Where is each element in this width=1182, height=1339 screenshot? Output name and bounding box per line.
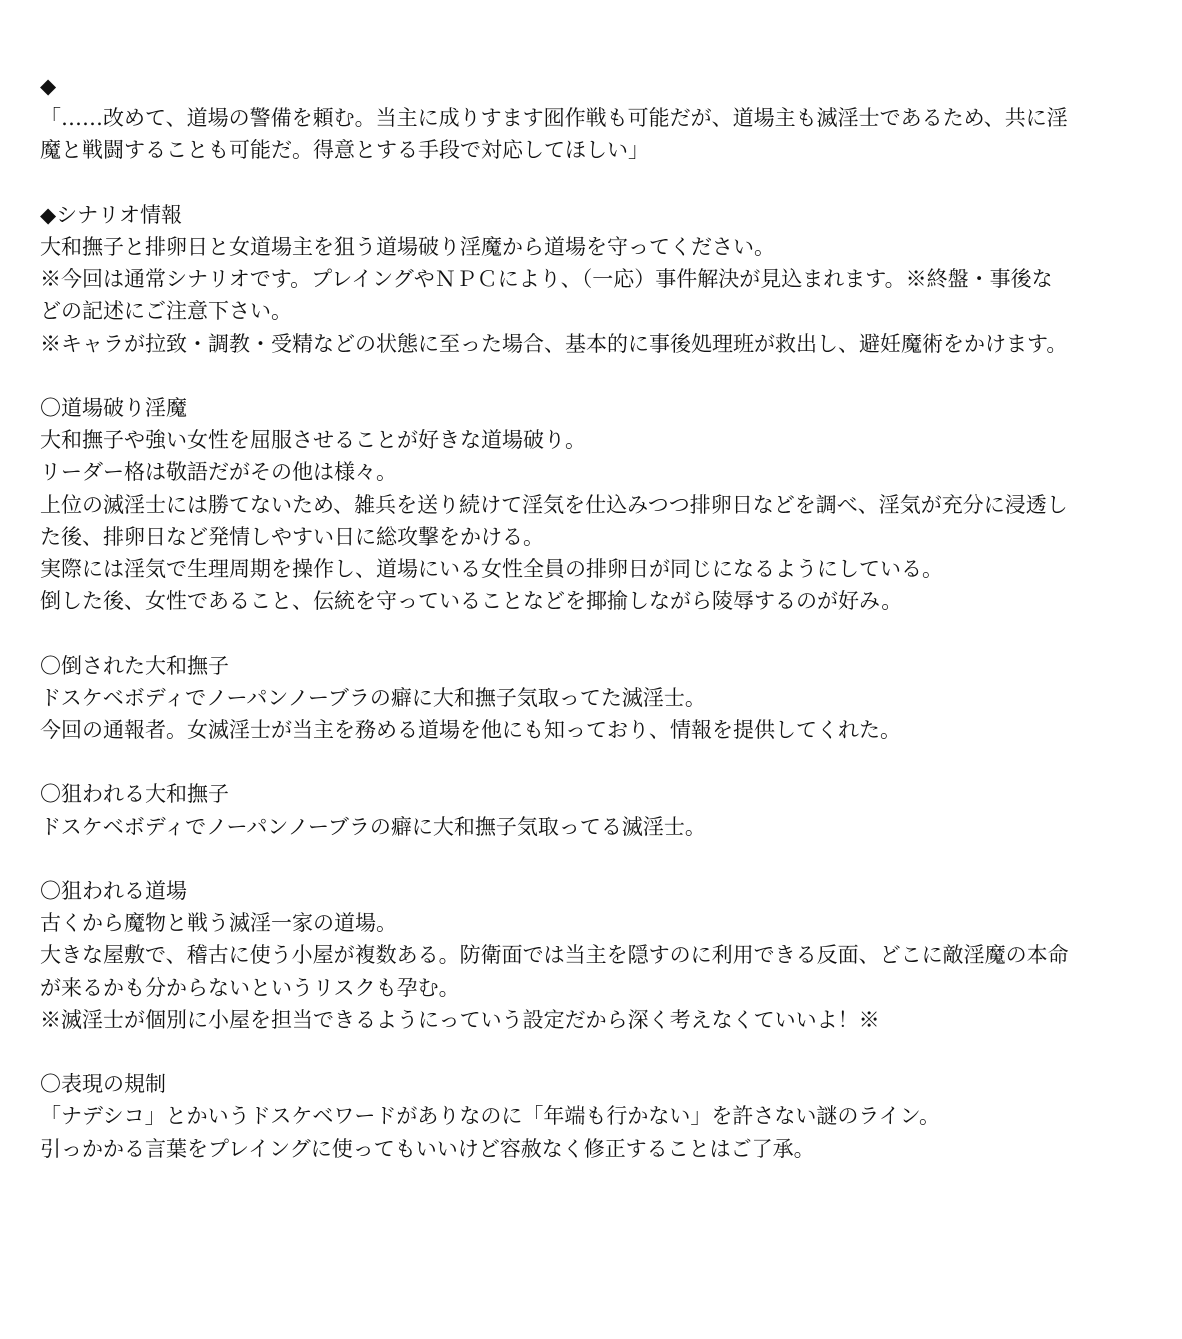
- paragraph-line: 引っかかる言葉をプレイングに使ってもいいけど容赦なく修正することはご了承。: [40, 1136, 815, 1161]
- paragraph-line: が来るかも分からないというリスクも孕む。: [40, 975, 460, 1000]
- section-heading: 〇倒された大和撫子: [40, 653, 229, 678]
- section-heading: ◆シナリオ情報: [40, 202, 182, 227]
- scenario-info-section: [40, 199, 1142, 360]
- paragraph-line: 古くから魔物と戦う滅淫一家の道場。: [40, 911, 397, 936]
- section-heading: 〇狙われる大和撫子: [40, 782, 229, 807]
- quote-line: 魔と戦闘することも可能だ。得意とする手段で対応してほしい」: [40, 138, 649, 163]
- expression-rules-section: [40, 1068, 1142, 1165]
- paragraph-line: ※滅淫士が個別に小屋を担当できるようにっていう設定だから深く考えなくていいよ！※: [40, 1007, 880, 1032]
- diamond-marker: ◆: [40, 74, 57, 98]
- paragraph-line: 大和撫子や強い女性を屈服させることが好きな道場破り。: [40, 428, 586, 453]
- quote-line: 「……改めて、道場の警備を頼む。当主に成りすます囮作戦も可能だが、道場主も滅淫士であるため、共に淫: [40, 106, 1068, 131]
- section-heading: 〇表現の規制: [40, 1072, 166, 1097]
- document-body: [40, 70, 1142, 1165]
- defeated-nadeshiko-section: [40, 650, 1142, 747]
- paragraph-line: ドスケベボディでノーパンノーブラの癖に大和撫子気取ってた滅淫士。: [40, 685, 706, 710]
- paragraph-line: 上位の滅淫士には勝てないため、雑兵を送り続けて淫気を仕込みつつ排卵日などを調べ、淫気が充分に浸透し: [40, 492, 1068, 517]
- paragraph-line: ※今回は通常シナリオです。プレイングやＮＰＣにより、（一応）事件解決が見込まれます。※終盤・事後な: [40, 267, 1053, 292]
- targeted-nadeshiko-section: [40, 778, 1142, 842]
- paragraph-line: どの記述にご注意下さい。: [40, 299, 292, 324]
- paragraph-line: 大きな屋敷で、稽古に使う小屋が複数ある。防衛面では当主を隠すのに利用できる反面、どこに敵淫魔の本命: [40, 943, 1069, 968]
- paragraph-line: 実際には淫気で生理周期を操作し、道場にいる女性全員の排卵日が同じになるようにしている。: [40, 557, 943, 582]
- paragraph-line: 今回の通報者。女滅淫士が当主を務める道場を他にも知っており、情報を提供してくれた。: [40, 718, 901, 743]
- section-heading: 〇道場破り淫魔: [40, 396, 187, 420]
- paragraph-line: 「ナデシコ」とかいうドスケベワードがありなのに「年端も行かない」を許さない謎のライン。: [40, 1104, 941, 1129]
- targeted-dojo-section: [40, 875, 1142, 1036]
- paragraph-line: ドスケベボディでノーパンノーブラの癖に大和撫子気取ってる滅淫士。: [40, 814, 706, 839]
- dojo-breaker-section: [40, 392, 1142, 617]
- intro-section: [40, 70, 1142, 167]
- section-heading: 〇狙われる道場: [40, 879, 187, 903]
- paragraph-line: 倒した後、女性であること、伝統を守っていることなどを揶揄しながら陵辱するのが好み。: [40, 589, 903, 614]
- paragraph-line: た後、排卵日など発情しやすい日に総攻撃をかける。: [40, 524, 544, 549]
- paragraph-line: 大和撫子と排卵日と女道場主を狙う道場破り淫魔から道場を守ってください。: [40, 235, 775, 259]
- paragraph-line: ※キャラが拉致・調教・受精などの状態に至った場合、基本的に事後処理班が救出し、避妊魔術をかけます。: [40, 331, 1068, 356]
- paragraph-line: リーダー格は敬語だがその他は様々。: [40, 460, 397, 485]
